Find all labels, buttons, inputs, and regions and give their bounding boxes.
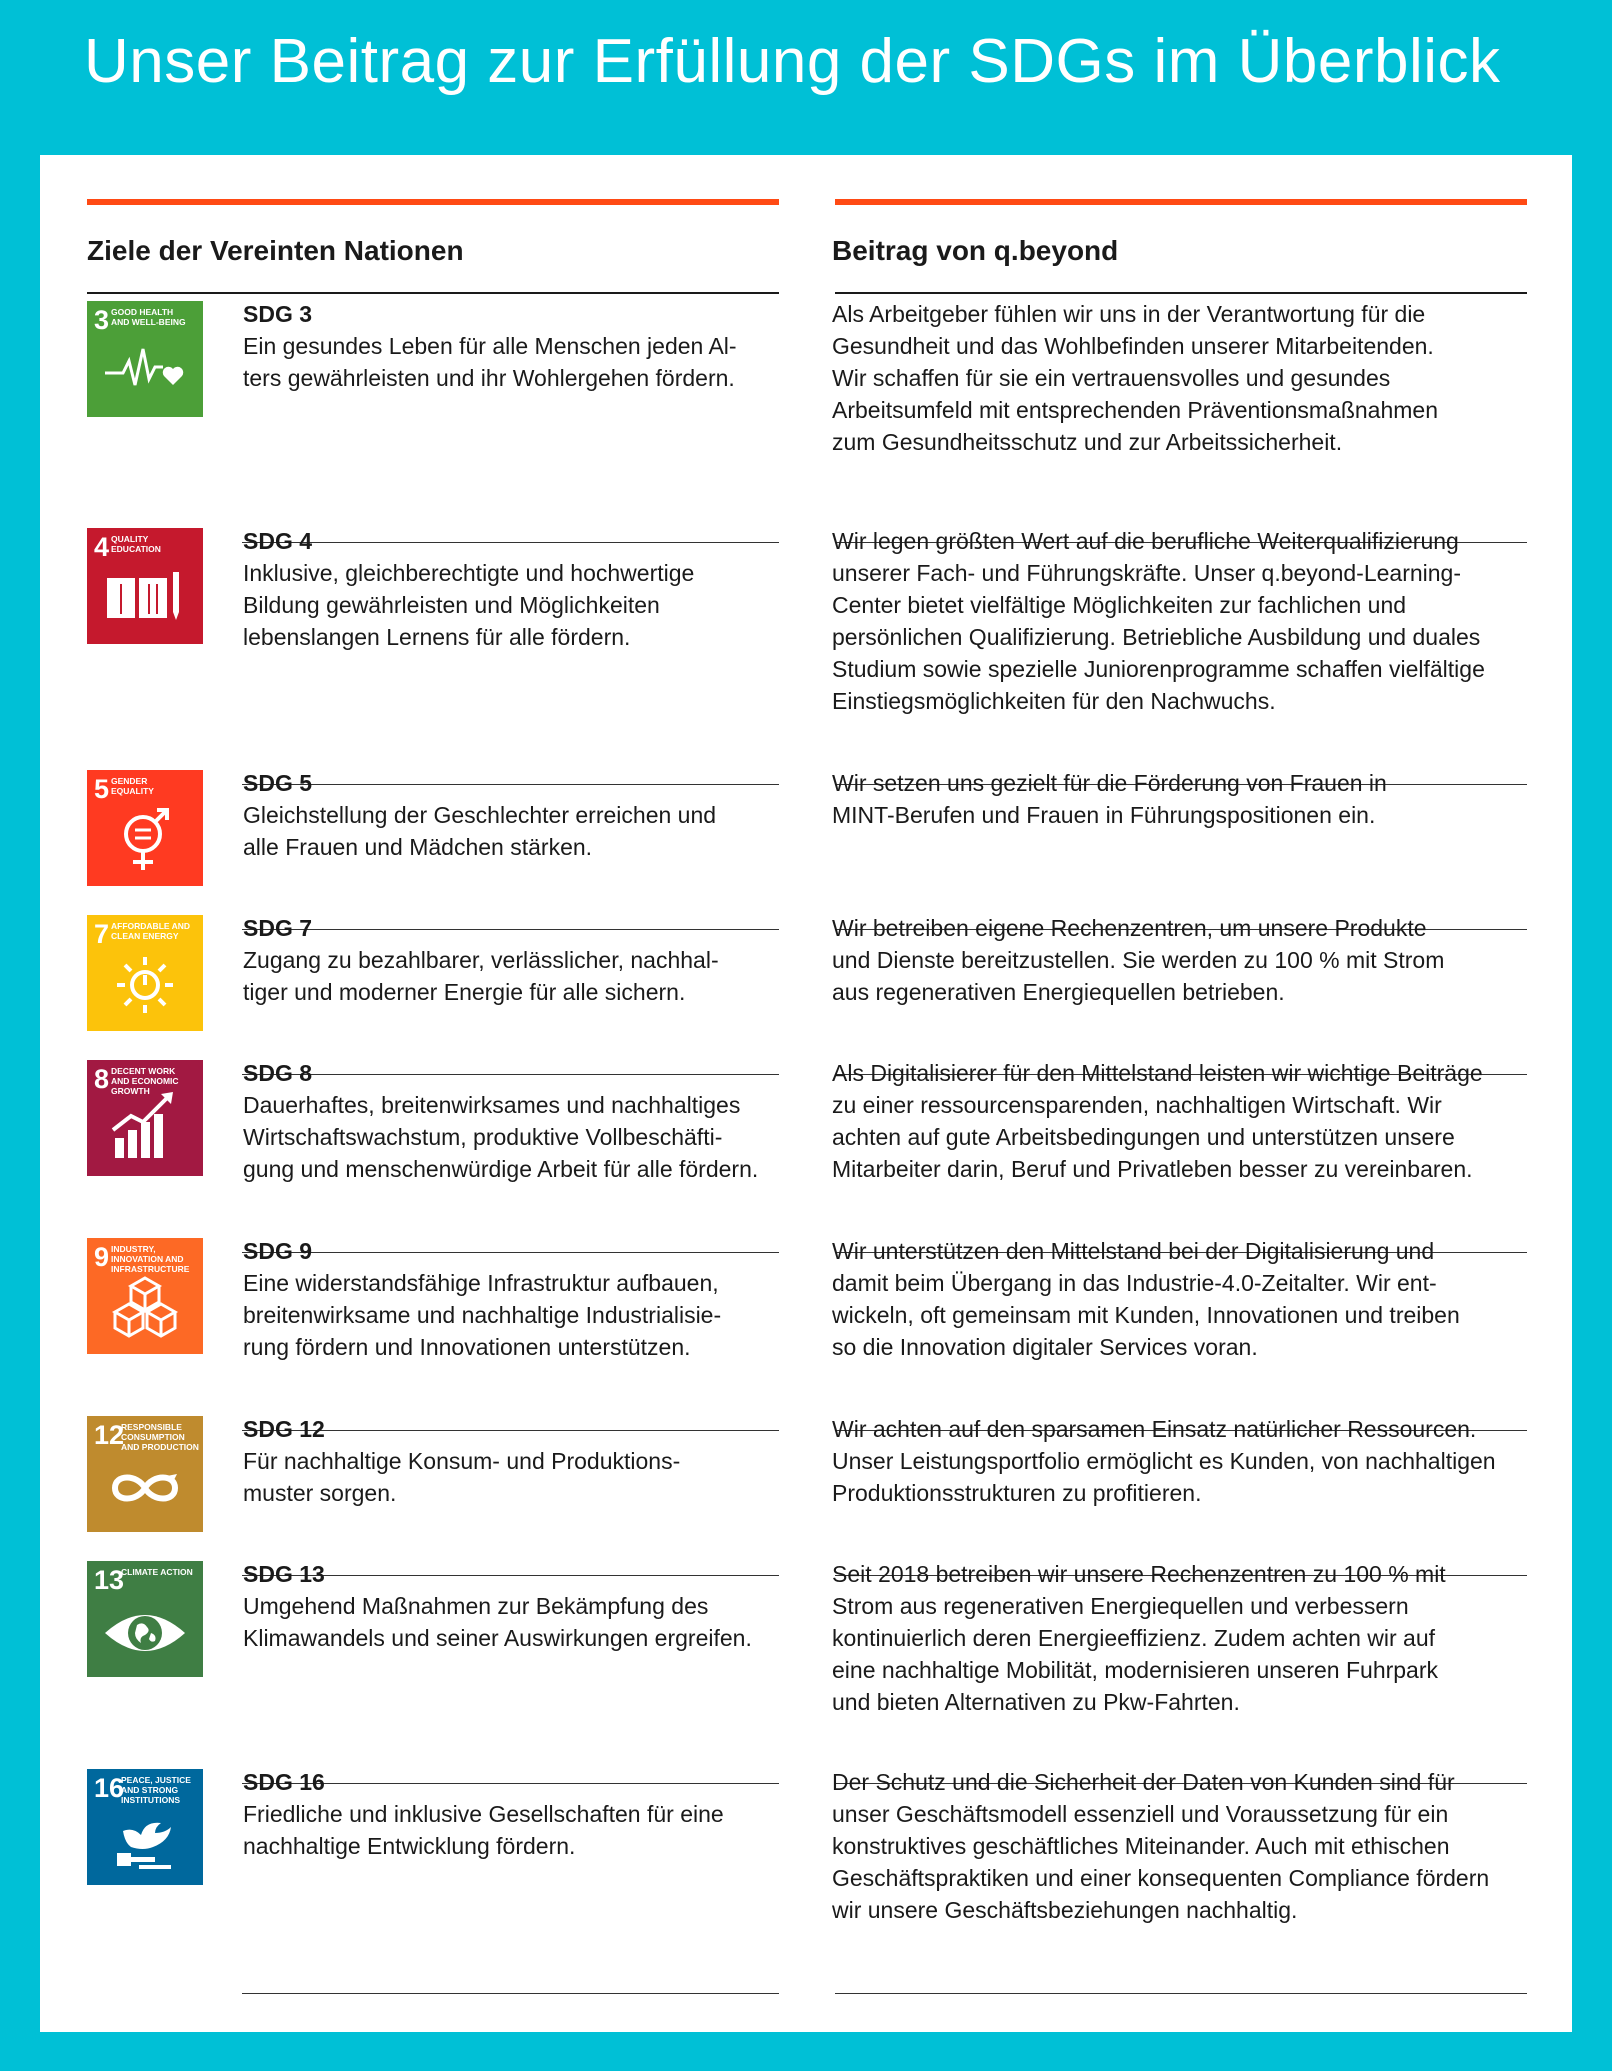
sdg-icon-number: 3 <box>94 305 110 335</box>
sdg-icon-label: GOOD HEALTH AND WELL-BEING <box>111 307 186 327</box>
sdg-icon-label: PEACE, JUSTICE AND STRONG INSTITUTIONS <box>121 1775 191 1805</box>
sdg-goal: Umgehend Maßnahmen zur Bekämpfung des Klimawandels und seiner Auswirkungen ergreifen. <box>243 1593 752 1651</box>
gender-equality-icon <box>87 770 203 886</box>
sdg-goal: Eine widerstandsfähige Infrastruktur aufbauen, breitenwirksame und nachhaltige Industrialisie- rung fördern und Innovationen unterstützen. <box>243 1270 722 1360</box>
row-divider-left <box>242 1252 779 1253</box>
sdg-icon-label: AFFORDABLE AND CLEAN ENERGY <box>111 921 191 941</box>
header-left: Ziele der Vereinten Nationen <box>87 235 464 266</box>
cubes-icon <box>87 1238 203 1354</box>
sdg-name: SDG 16 <box>243 1769 325 1795</box>
sdg-name: SDG 7 <box>243 915 313 941</box>
row-divider-left <box>242 1074 779 1075</box>
header-right: Beitrag von q.beyond <box>832 235 1119 266</box>
sdg-name: SDG 9 <box>243 1238 313 1264</box>
sdg-goal: Für nachhaltige Konsum- und Produktions- muster sorgen. <box>243 1448 681 1506</box>
sdg-icon-number: 9 <box>94 1242 110 1272</box>
page-title: Unser Beitrag zur Erfüllung der SDGs im Überblick <box>84 27 1501 96</box>
sdg-name: SDG 12 <box>243 1416 325 1442</box>
sdg-contribution: Wir unterstützen den Mittelstand bei der Digitalisierung und damit beim Übergang in das Industrie-4.0-Zeitalter. Wir ent- wickeln, oft gemeinsam mit Kunden, Innovationen und treiben so die Innovation digitaler Services voran. <box>832 1238 1460 1360</box>
growth-chart-icon <box>87 1060 203 1176</box>
sun-power-icon <box>87 915 203 1031</box>
heartbeat-icon <box>87 301 203 417</box>
accent-rule-right <box>835 199 1527 205</box>
infinity-icon <box>87 1416 203 1532</box>
sdg-icon-number: 5 <box>94 774 110 804</box>
sdg-goal: Ein gesundes Leben für alle Menschen jeden Al- ters gewährleisten und ihr Wohlergehen fördern. <box>243 333 737 391</box>
earth-eye-icon <box>87 1561 203 1677</box>
sdg-icon-label: RESPONSIBLE CONSUMPTION AND PRODUCTION <box>121 1422 199 1452</box>
sdg-icon-label: GENDER EQUALITY <box>111 776 154 796</box>
sdg-icon-number: 7 <box>94 919 110 949</box>
content-panel <box>40 155 1572 2032</box>
sdg-goal: Inklusive, gleichberechtigte und hochwertige Bildung gewährleisten und Möglichkeiten lebenslangen Lernens für alle fördern. <box>243 560 695 650</box>
sdg-contribution: Wir betreiben eigene Rechenzentren, um unsere Produkte und Dienste bereitzustellen. Sie werden zu 100 % mit Strom aus regenerativen Energiequellen betrieben. <box>832 915 1445 1005</box>
header-rule-left <box>87 292 779 294</box>
sdg-contribution: Als Arbeitgeber fühlen wir uns in der Verantwortung für die Gesundheit und das Wohlbefinden unserer Mitarbeitenden. Wir schaffen für sie ein vertrauensvolles und gesundes Arbeitsumfeld mit entsprechenden Präventionsmaßnahmen zum Gesundheitsschutz und zur Arbeitssicherheit. <box>832 301 1438 455</box>
row-divider-left <box>242 784 779 785</box>
sdg-icon-label: DECENT WORK AND ECONOMIC GROWTH <box>111 1066 179 1096</box>
sdg-name: SDG 13 <box>243 1561 325 1587</box>
row-divider-left <box>242 1993 779 1994</box>
sdg-icon-number: 16 <box>94 1773 125 1803</box>
sdg-icon-label: CLIMATE ACTION <box>121 1567 193 1577</box>
sdg-contribution: Seit 2018 betreiben wir unsere Rechenzentren zu 100 % mit Strom aus regenerativen Energiequellen und verbessern kontinuierlich deren Energieeffizienz. Zudem achten wir auf eine nachhaltige Mobilität, modernisieren unseren Fuhrpark und bieten Alternativen zu Pkw-Fahrten. <box>832 1561 1446 1715</box>
sdg-icon-number: 4 <box>94 532 110 562</box>
sdg-goal: Dauerhaftes, breitenwirksames und nachhaltiges Wirtschaftswachstum, produktive Vollbeschäfti- gung und menschenwürdige Arbeit für alle fördern. <box>243 1092 759 1182</box>
row-divider-right <box>835 1993 1527 1994</box>
sdg-goal: Friedliche und inklusive Gesellschaften für eine nachhaltige Entwicklung fördern. <box>243 1801 724 1859</box>
sdg-contribution: Als Digitalisierer für den Mittelstand leisten wir wichtige Beiträge zu einer ressourcensparenden, nachhaltigen Wirtschaft. Wir achten auf gute Arbeitsbedingungen und unterstützen unsere Mitarbeiter darin, Beruf und Privatleben besser zu vereinbaren. <box>832 1060 1483 1182</box>
sdg-goal: Zugang zu bezahlbarer, verlässlicher, nachhal- tiger und moderner Energie für alle sichern. <box>243 947 719 1005</box>
sdg-name: SDG 8 <box>243 1060 313 1086</box>
sdg-name: SDG 4 <box>243 528 313 554</box>
dove-gavel-icon <box>87 1769 203 1885</box>
sdg-contribution: Der Schutz und die Sicherheit der Daten von Kunden sind für unser Geschäftsmodell essenziell und Voraussetzung für ein konstruktives geschäftliches Miteinander. Auch mit ethischen Geschäftspraktiken und einer konsequenten Compliance fördern wir unsere Geschäftsbeziehungen nachhaltig. <box>832 1769 1490 1923</box>
sdg-goal: Gleichstellung der Geschlechter erreichen und alle Frauen und Mädchen stärken. <box>243 802 717 860</box>
sdg-icon-number: 8 <box>94 1064 110 1094</box>
sdg-contribution: Wir legen größten Wert auf die berufliche Weiterqualifizierung unserer Fach- und Führungskräfte. Unser q.beyond-Learning- Center bietet vielfältige Möglichkeiten zur fachlichen und persönlichen Qualifizierung. Betriebliche Ausbildung und duales Studium sowie spezielle Juniorenprogramme schaffen vielfältige Einstiegsmöglichkeiten für den Nachwuchs. <box>832 528 1485 714</box>
sdg-icon-label: INDUSTRY, INNOVATION AND INFRASTRUCTURE <box>111 1244 190 1274</box>
sdg-icon-number: 12 <box>94 1420 125 1450</box>
book-icon <box>87 528 203 644</box>
row-divider-left <box>242 929 779 930</box>
header-rule-right <box>835 292 1527 294</box>
sdg-contribution: Wir achten auf den sparsamen Einsatz natürlicher Ressourcen. Unser Leistungsportfolio ermöglicht es Kunden, von nachhaltigen Produktionsstrukturen zu profitieren. <box>832 1416 1496 1506</box>
row-divider-left <box>242 542 779 543</box>
sdg-contribution: Wir setzen uns gezielt für die Förderung von Frauen in MINT-Berufen und Frauen in Führungspositionen ein. <box>832 770 1387 828</box>
accent-rule-left <box>87 199 779 205</box>
sdg-icon-number: 13 <box>94 1565 125 1595</box>
sdg-icon-label: QUALITY EDUCATION <box>111 534 161 554</box>
sdg-name: SDG 3 <box>243 301 313 327</box>
sdg-name: SDG 5 <box>243 770 313 796</box>
